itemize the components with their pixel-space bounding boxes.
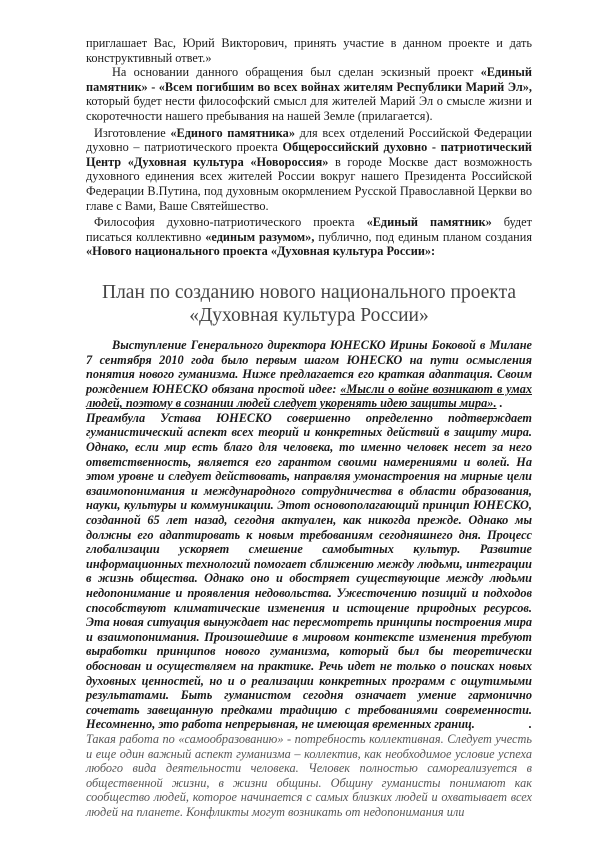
text: Преамбула Устава ЮНЕСКО совершенно определенно подтверждает гуманистический аспект всех теорий и конкретных действий в защиту мира. Однако, если мир есть благо для человека, то именно человек несет за него ответственность, является его гарантом своими намерениями и волей. На этом уровне и следует действовать, направляя умонастроения на мирные цели взаимопонимания и международного сотрудничества в области образования, науки, культуры и коммуникации. Этот основополагающий принцип ЮНЕСКО, созданной 65 лет назад, сегодня актуален, как никогда прежде. Однако мы должны его адаптировать к новым требованиям сегодняшнего дня. Процесс глобализации ускоряет смешение самобытных культур. Развитие информационных технологий помогает сближению между людьми, интеграции в жизнь общества. Однако оно и обостряет существующие между людьми недопонимание и проявления недовольства. Ужесточению позиций и подходов способствуют климатические изменения и истощение природных ресурсов. Эта новая ситуация вынуждает нас пересмотреть принципы построения мира и взаимопонимания. Произошедшие в мировом контексте изменения требуют выработки принципов нового гуманизма, который был бы теоретически обоснован и осуществляем на практике. Речь идет не только о поисках новых духовных ценностей, но и о реализации конкретных программ с ощутимыми результатами. Быть гуманистом сегодня означает умение гармонично сочетать завещанную предками традицию с требованиями современности. Несомненно, это работа непрерывная, не имеющая временных границ. — [86, 410, 532, 732]
paragraph-unesco-preamble — [86, 411, 532, 732]
text: для всех отделений Российской Федерации духовно – патриотического проекта — [86, 125, 532, 155]
text: На основании данного обращения был сделан эскизный проект — [112, 65, 481, 80]
bold-text: «Нового национального проекта «Духовная культура России»: — [86, 244, 436, 259]
bold-text: Общероссийский духовно - патриотический Центр «Духовная культура «Новороссия» — [86, 140, 532, 169]
bold-text: «Единого памятника» — [170, 125, 295, 140]
paragraph-unesco-speech — [86, 338, 532, 411]
trailing-dot: . — [528, 717, 532, 732]
paragraph-invitation-end: приглашает Вас, Юрий Викторович, принять участие в данном проекте и дать конструктивный ответ.» — [86, 36, 532, 65]
heading-line-2: «Духовная культура России» — [189, 304, 429, 326]
text: Изготовление — [94, 125, 171, 140]
text: Выступление Генерального директора ЮНЕСКО Ирины Боковой в Милане 7 сентября 2010 года было первым шагом ЮНЕСКО на пути осмысления понятия нового гуманизма. Ниже предлагается его краткая адаптация. Своим рождением ЮНЕСКО обязана простой идее: — [86, 337, 532, 396]
paragraph-monument-production — [86, 126, 532, 214]
text: . — [496, 396, 503, 411]
text: который будет нести философский смысл для жителей Марий Эл о смысле жизни и скоротечности нашего пребывания на нашей Земле (прилагается). — [86, 94, 532, 123]
paragraph-philosophy — [86, 215, 532, 259]
text: Философия духовно-патриотического проекта — [94, 215, 367, 230]
underlined-quote: «Мысли о войне возникают в умах людей, поэтому в сознании людей следует укоренять идею защиты мира». — [86, 381, 532, 411]
bold-text: «единым разумом», — [205, 229, 315, 244]
text: будет писаться коллективно — [86, 215, 532, 244]
paragraph-monument-sketch — [86, 65, 532, 123]
paragraph-collective-work: Такая работа по «самообразованию» - потребность коллективная. Следует учесть и еще один важный аспект гуманизма – коллектив, как необходимое условие успеха любого вида деятельности человека. Человек полностью самореализуется в общественной жизни, в жизни общины. Общину гуманисты понимают как сообщество людей, которое начинается с самых близких людей и охватывает всех людей на планете. Конфликты могут возникать от недопонимания или — [86, 731, 532, 819]
section-heading — [86, 281, 532, 327]
text: в городе Москве даст возможность духовного единения всех жителей России вокруг нашего Президента Российской Федерации В.Путина, под духовным окормлением Русской Православной Церкви во главе с Вами, Ваше Святейшество. — [86, 154, 532, 213]
text: публично, под единым планом создания — [314, 229, 532, 244]
heading-line-1: План по созданию нового национального проекта — [101, 281, 516, 303]
bold-text: «Единый памятник» — [366, 215, 492, 230]
document-page — [86, 36, 532, 820]
bold-text: «Единый памятник» - «Всем погибшим во всех войнах жителям Республики Марий Эл», — [86, 65, 532, 94]
